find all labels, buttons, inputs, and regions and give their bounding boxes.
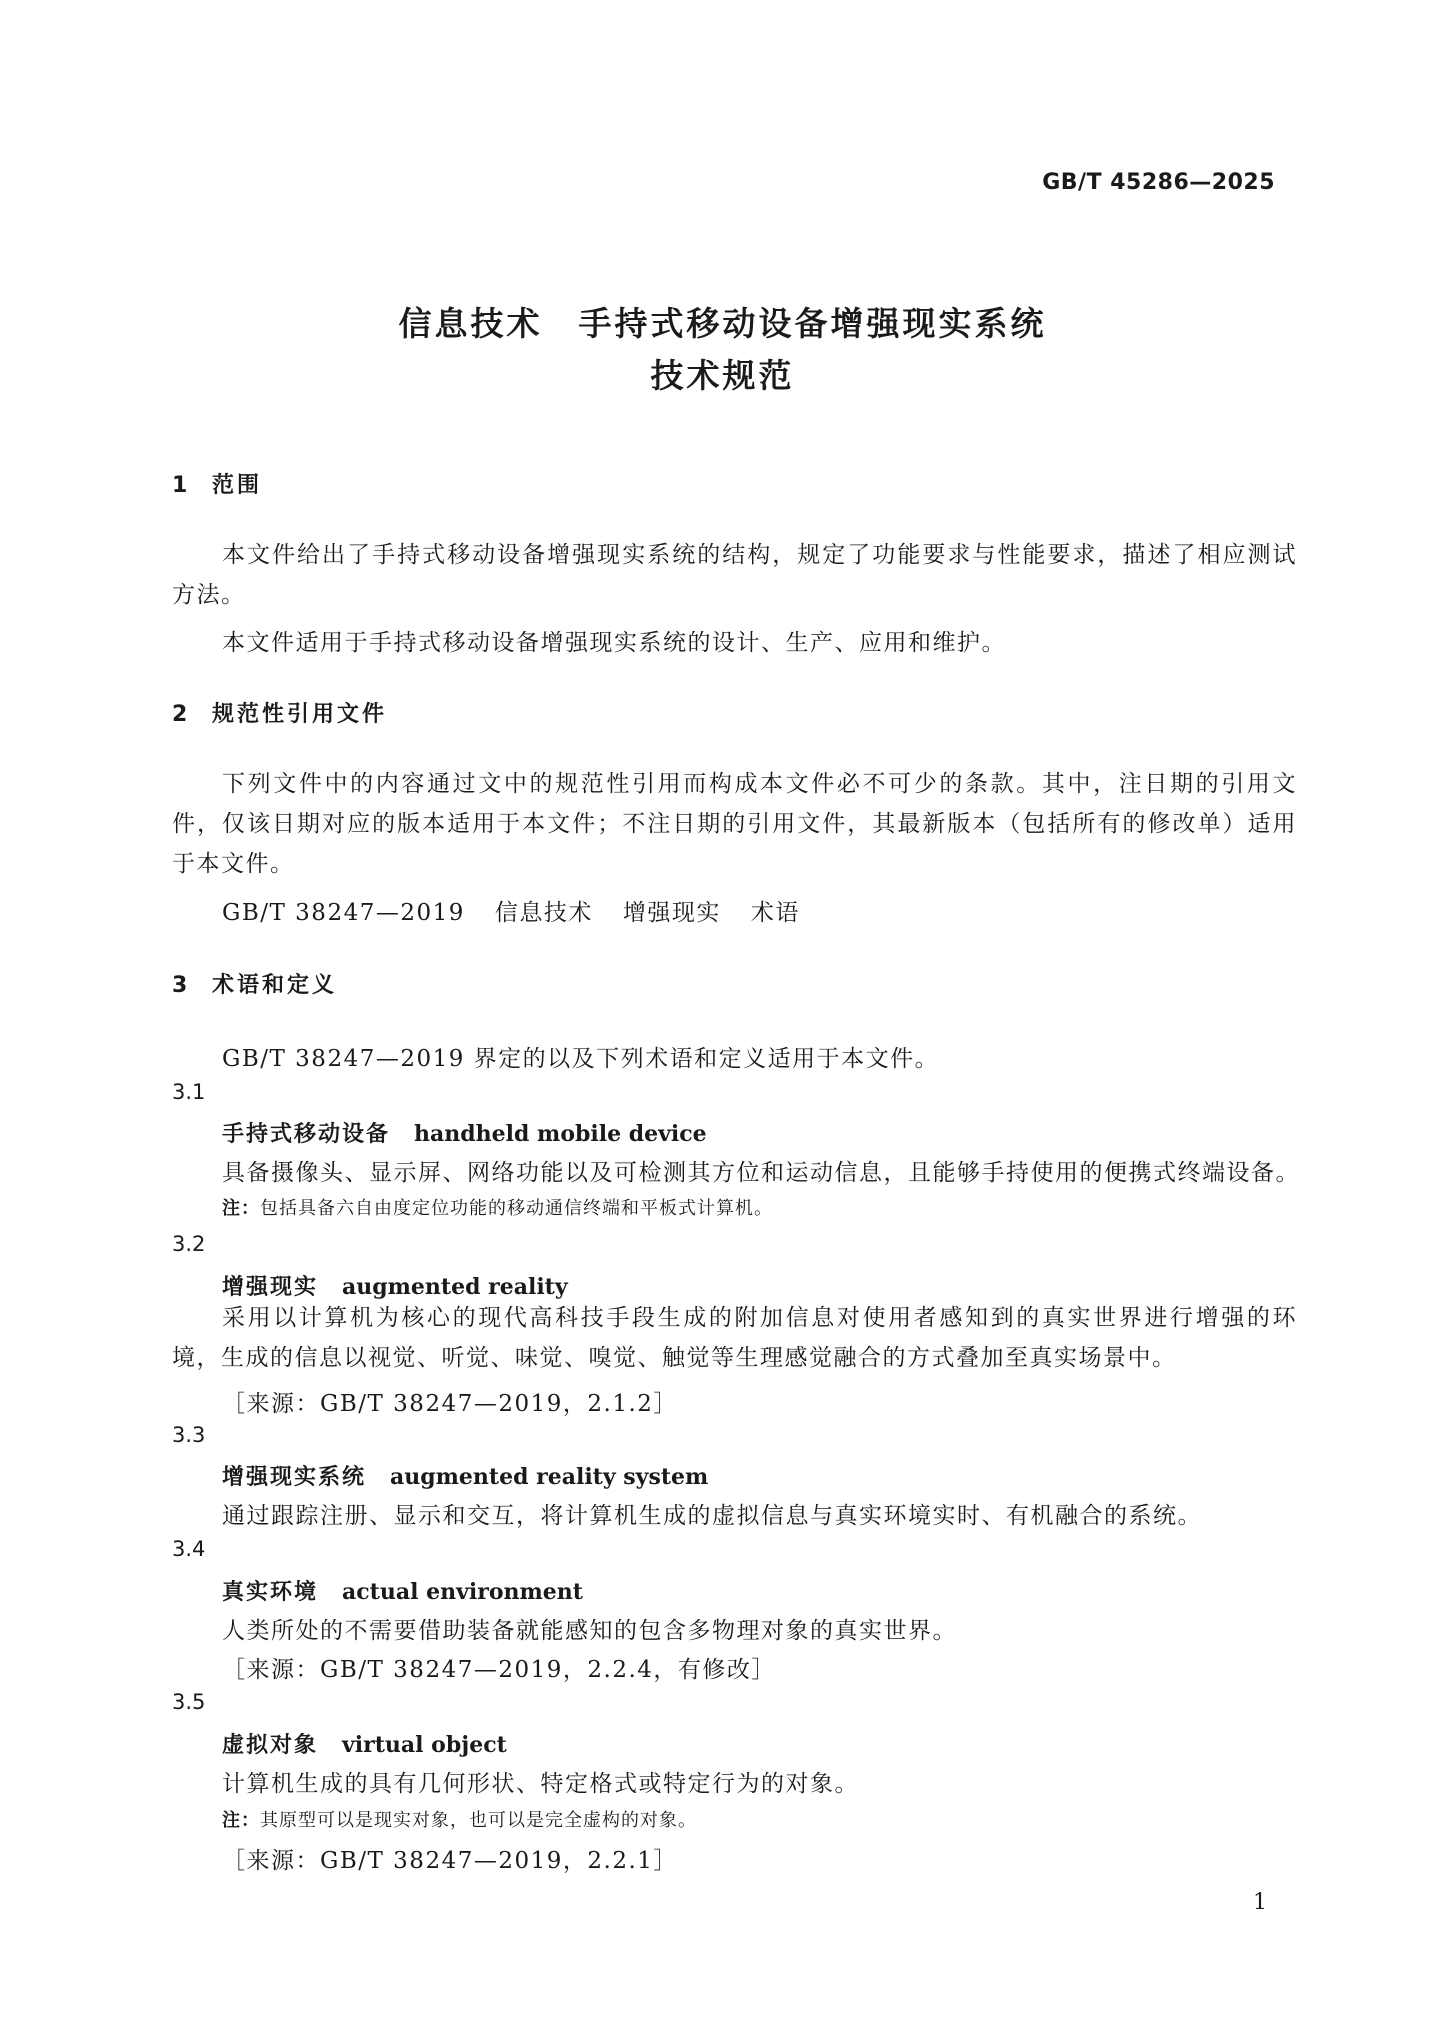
term-number: 3.4 (172, 1537, 206, 1561)
note-label: 注： (222, 1810, 260, 1831)
reference-code: GB/T 38247—2019 (222, 900, 465, 926)
section-3-heading (172, 968, 337, 999)
term-source: ［来源：GB/T 38247—2019，2.2.4，有修改］ (222, 1657, 776, 1683)
section-title: 范围 (212, 473, 263, 498)
term-en: virtual object (342, 1732, 507, 1758)
section-3-intro: GB/T 38247—2019 界定的以及下列术语和定义适用于本文件。 (222, 1046, 940, 1072)
term-definition: 计算机生成的具有几何形状、特定格式或特定行为的对象。 (222, 1771, 859, 1797)
title-part-2: 手持式移动设备增强现实系统 (578, 304, 1047, 343)
term-heading (222, 1117, 707, 1148)
section-2-paragraph-1: 下列文件中的内容通过文中的规范性引用而构成本文件必不可少的条款。其中，注日期的引用文件，仅该日期对应的版本适用于本文件；不注日期的引用文件，其最新版本（包括所有的修改单）适用于本文件。 (172, 771, 1297, 877)
section-title: 规范性引用文件 (212, 702, 388, 727)
term-heading (222, 1575, 583, 1606)
term-zh: 真实环境 (222, 1580, 319, 1605)
section-number: 3 (172, 973, 188, 998)
term-source: ［来源：GB/T 38247—2019，2.1.2］ (222, 1391, 678, 1417)
document-title-line-1 (0, 298, 1445, 345)
reference-title-3: 术语 (750, 900, 800, 926)
section-number: 1 (172, 473, 188, 498)
reference-title-1: 信息技术 (494, 900, 593, 926)
term-note (222, 1194, 773, 1220)
term-en: actual environment (342, 1579, 583, 1605)
term-zh: 增强现实系统 (222, 1465, 367, 1490)
term-heading (222, 1460, 708, 1491)
page-number: 1 (1253, 1890, 1267, 1915)
term-number: 3.2 (172, 1232, 206, 1256)
term-number: 3.1 (172, 1080, 206, 1104)
note-label: 注： (222, 1198, 260, 1219)
term-en: augmented reality system (390, 1464, 709, 1490)
term-heading (222, 1270, 568, 1301)
reference-title-2: 增强现实 (622, 900, 721, 926)
term-number: 3.5 (172, 1690, 206, 1714)
term-source: ［来源：GB/T 38247—2019，2.2.1］ (222, 1848, 678, 1874)
term-definition: 通过跟踪注册、显示和交互，将计算机生成的虚拟信息与真实环境实时、有机融合的系统。 (222, 1503, 1202, 1529)
section-1-paragraph-1: 本文件给出了手持式移动设备增强现实系统的结构，规定了功能要求与性能要求，描述了相应测试方法。 (172, 542, 1297, 608)
term-definition: 采用以计算机为核心的现代高科技手段生成的附加信息对使用者感知到的真实世界进行增强的环境，生成的信息以视觉、听觉、味觉、嗅觉、触觉等生理感觉融合的方式叠加至真实场景中。 (172, 1305, 1297, 1371)
section-2-heading (172, 697, 387, 728)
note-text: 其原型可以是现实对象，也可以是完全虚构的对象。 (260, 1810, 697, 1831)
term-definition: 具备摄像头、显示屏、网络功能以及可检测其方位和运动信息，且能够手持使用的便携式终端设备。 (222, 1160, 1300, 1186)
document-title-line-2: 技术规范 (650, 356, 795, 395)
note-text: 包括具备六自由度定位功能的移动通信终端和平板式计算机。 (260, 1198, 773, 1219)
term-heading (222, 1728, 507, 1759)
term-zh: 增强现实 (222, 1275, 319, 1300)
term-en: augmented reality (342, 1274, 568, 1300)
term-en: handheld mobile device (414, 1121, 707, 1147)
standard-number: GB/T 45286—2025 (1042, 170, 1275, 195)
normative-reference (222, 894, 800, 927)
section-title: 术语和定义 (212, 973, 338, 998)
section-1-paragraph-2: 本文件适用于手持式移动设备增强现实系统的设计、生产、应用和维护。 (222, 630, 1006, 656)
section-1-heading (172, 468, 262, 499)
term-definition: 人类所处的不需要借助装备就能感知的包含多物理对象的真实世界。 (222, 1618, 957, 1644)
term-number: 3.3 (172, 1423, 206, 1447)
term-note (222, 1806, 697, 1832)
term-zh: 手持式移动设备 (222, 1122, 391, 1147)
title-part-1: 信息技术 (398, 304, 543, 343)
term-zh: 虚拟对象 (222, 1733, 319, 1758)
section-number: 2 (172, 702, 188, 727)
